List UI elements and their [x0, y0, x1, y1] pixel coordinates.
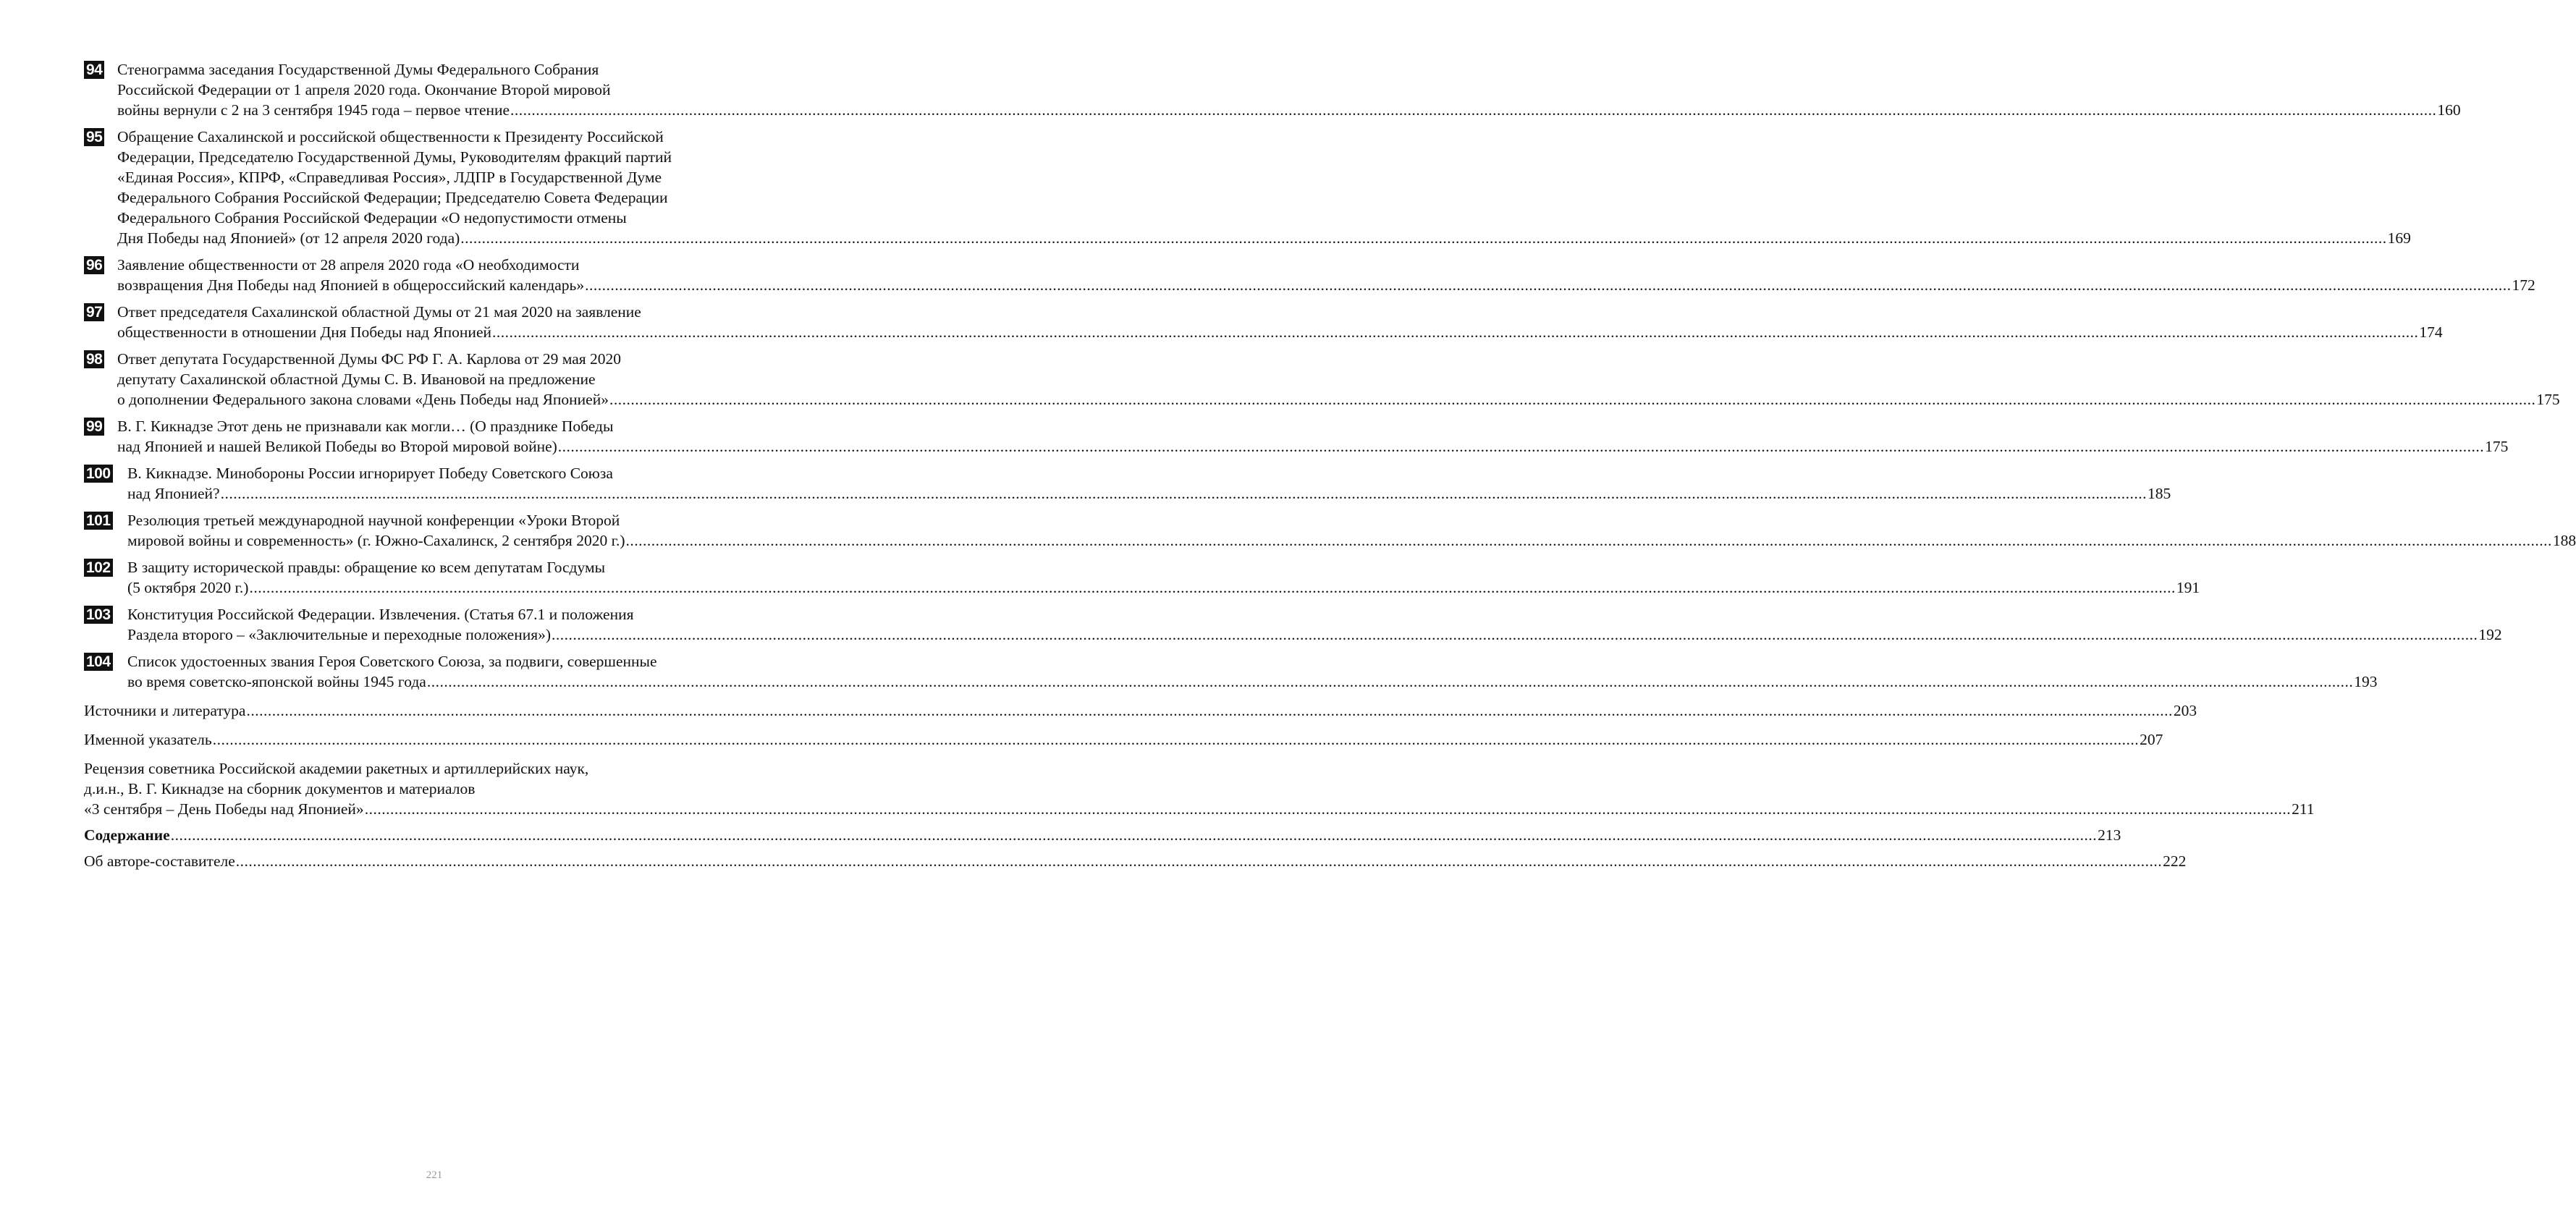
entry-last-line [127, 672, 2378, 692]
entry-title-line: В. Г. Кикнадзе Этот день не признавали как могли… (О празднике Победы [117, 418, 614, 435]
entry-last-line [127, 530, 2576, 551]
toc-back-entry[interactable] [84, 825, 2121, 845]
toc-entry[interactable] [84, 349, 2560, 410]
entry-title-line: «Единая Россия», КПРФ, «Справедливая Россия», ЛДПР в Государственной Думе [117, 169, 662, 186]
entry-page-number: 192 [2478, 626, 2502, 643]
document-number-badge: 94 [84, 61, 104, 79]
entry-page-number: 213 [2098, 826, 2121, 844]
entry-last-line [84, 799, 2315, 819]
document-number-badge: 101 [84, 512, 113, 530]
entry-last-line [127, 577, 2200, 598]
document-number-badge: 104 [84, 653, 113, 671]
entry-title-line: Федерального Собрания Российской Федерации; Председателю Совета Федерации [117, 189, 668, 206]
document-number-badge: 102 [84, 559, 113, 577]
page-number: 221 [426, 1169, 443, 1181]
entry-page-number: 175 [2536, 391, 2560, 408]
toc-entry[interactable] [84, 302, 2443, 342]
document-number-badge: 99 [84, 418, 104, 436]
toc-back-entry[interactable] [84, 851, 2187, 871]
toc-entry[interactable] [84, 651, 2378, 692]
toc-entry[interactable] [84, 557, 2200, 598]
entry-last-line [127, 483, 2171, 504]
entry-title-line: (5 октября 2020 г.) [127, 579, 249, 596]
entry-title-line: Ответ председателя Сахалинской областной Думы от 21 мая 2020 на заявление [117, 303, 641, 321]
document-number-badge: 100 [84, 465, 113, 483]
dot-leader [609, 389, 2535, 410]
entry-page-number: 174 [2419, 323, 2443, 341]
entry-page-number: 175 [2485, 438, 2509, 455]
entry-page-number: 222 [2163, 852, 2187, 870]
dot-leader [236, 851, 2162, 871]
entry-title-line: Федерального Собрания Российской Федерации «О недопустимости отмены [117, 209, 627, 226]
entry-title-line: над Японией? [127, 485, 220, 502]
entry-title-line: во время советско-японской войны 1945 года [127, 673, 426, 690]
entry-last-line [117, 275, 2535, 295]
entry-title-line: общественности в отношении Дня Победы над Японией [117, 323, 491, 341]
dot-leader [171, 825, 2097, 845]
dot-leader [213, 729, 2139, 750]
entry-page-number: 169 [2387, 229, 2411, 247]
toc-entry[interactable] [84, 59, 2461, 120]
entry-title-line: Конституция Российской Федерации. Извлечения. (Статья 67.1 и положения [127, 606, 634, 623]
document-number-badge: 95 [84, 128, 104, 146]
toc-entry[interactable] [84, 416, 2509, 457]
entry-title-line: Российской Федерации от 1 апреля 2020 года. Окончание Второй мировой [117, 81, 611, 98]
dot-leader [492, 322, 2418, 342]
dot-leader [249, 577, 2175, 598]
entry-title-line: В. Кикнадзе. Минобороны России игнорирует Победу Советского Союза [127, 465, 613, 482]
entry-last-line [127, 624, 2502, 645]
entry-title-line: Именной указатель [84, 731, 212, 748]
entry-title-line: войны вернули с 2 на 3 сентября 1945 года – первое чтение [117, 101, 510, 119]
toc-entry[interactable] [84, 463, 2171, 504]
dot-leader [221, 483, 2147, 504]
entry-page-number: 211 [2292, 800, 2315, 818]
entry-title-line: Ответ депутата Государственной Думы ФС РФ Г. А. Карлова от 29 мая 2020 [117, 350, 622, 368]
entry-page-number: 193 [2354, 673, 2378, 690]
dot-leader [626, 530, 2552, 551]
entry-page-number: 191 [2176, 579, 2200, 596]
entry-title-line: о дополнении Федерального закона словами «День Победы над Японией» [117, 391, 609, 408]
dot-leader [427, 672, 2353, 692]
toc-entries [84, 59, 2576, 698]
toc-back-matter [84, 700, 2315, 877]
document-number-badge: 96 [84, 256, 104, 274]
entry-last-line [84, 851, 2187, 871]
entry-last-line [117, 100, 2461, 120]
entry-title-line: Резолюция третьей международной научной конференции «Уроки Второй [127, 512, 620, 529]
entry-page-number: 207 [2140, 731, 2163, 748]
toc-back-entry[interactable] [84, 729, 2163, 750]
entry-title-line: депутату Сахалинской областной Думы С. В. Ивановой на предложение [117, 370, 596, 388]
entry-page-number: 188 [2552, 532, 2576, 549]
entry-title-line: Обращение Сахалинской и российской общественности к Президенту Российской [117, 128, 664, 145]
entry-title-line: «3 сентября – День Победы над Японией» [84, 800, 364, 818]
entry-page-number: 185 [2147, 485, 2171, 502]
toc-entry[interactable] [84, 127, 2411, 248]
dot-leader [246, 700, 2172, 721]
entry-last-line [117, 436, 2509, 457]
entry-last-line [117, 389, 2560, 410]
entry-title-line: Об авторе-составителе [84, 852, 235, 870]
entry-last-line [117, 228, 2411, 248]
entry-title-line: возвращения Дня Победы над Японией в общероссийский календарь» [117, 276, 585, 294]
entry-last-line [84, 825, 2121, 845]
entry-title-line: Заявление общественности от 28 апреля 2020 года «О необходимости [117, 256, 580, 274]
entry-title-line: Раздела второго – «Заключительные и переходные положения») [127, 626, 552, 643]
toc-entry[interactable] [84, 510, 2576, 551]
entry-title-line: Дня Победы над Японией» (от 12 апреля 2020 года) [117, 229, 460, 247]
entry-title-line: Рецензия советника Российской академии ракетных и артиллерийских наук, [84, 760, 589, 777]
dot-leader [510, 100, 2436, 120]
entry-title-line: Содержание [84, 826, 170, 844]
entry-page-number: 203 [2173, 702, 2197, 719]
toc-entry[interactable] [84, 255, 2535, 295]
entry-title-line: В защиту исторической правды: обращение ко всем депутатам Госдумы [127, 559, 606, 576]
toc-back-entry[interactable] [84, 700, 2197, 721]
entry-title-line: д.и.н., В. Г. Кикнадзе на сборник документов и материалов [84, 780, 476, 797]
toc-entry[interactable] [84, 604, 2502, 645]
entry-last-line [84, 729, 2163, 750]
entry-title-line: Федерации, Председателю Государственной Думы, Руководителям фракций партий [117, 148, 672, 166]
entry-title-line: мировой войны и современность» (г. Южно-Сахалинск, 2 сентября 2020 г.) [127, 532, 625, 549]
document-number-badge: 103 [84, 606, 113, 624]
entry-page-number: 172 [2512, 276, 2535, 294]
entry-last-line [84, 700, 2197, 721]
dot-leader [558, 436, 2484, 457]
entry-title-line: Список удостоенных звания Героя Советского Союза, за подвиги, совершенные [127, 653, 657, 670]
entry-title-line: над Японией и нашей Великой Победы во Второй мировой войне) [117, 438, 557, 455]
entry-page-number: 160 [2437, 101, 2461, 119]
dot-leader [365, 799, 2291, 819]
entry-title-line: Стенограмма заседания Государственной Думы Федерального Собрания [117, 61, 599, 78]
document-number-badge: 98 [84, 350, 104, 368]
toc-back-entry[interactable] [84, 758, 2315, 819]
dot-leader [552, 624, 2478, 645]
document-number-badge: 97 [84, 303, 104, 321]
entry-title-line: Источники и литература [84, 702, 246, 719]
dot-leader [460, 228, 2386, 248]
entry-last-line [117, 322, 2443, 342]
dot-leader [585, 275, 2511, 295]
